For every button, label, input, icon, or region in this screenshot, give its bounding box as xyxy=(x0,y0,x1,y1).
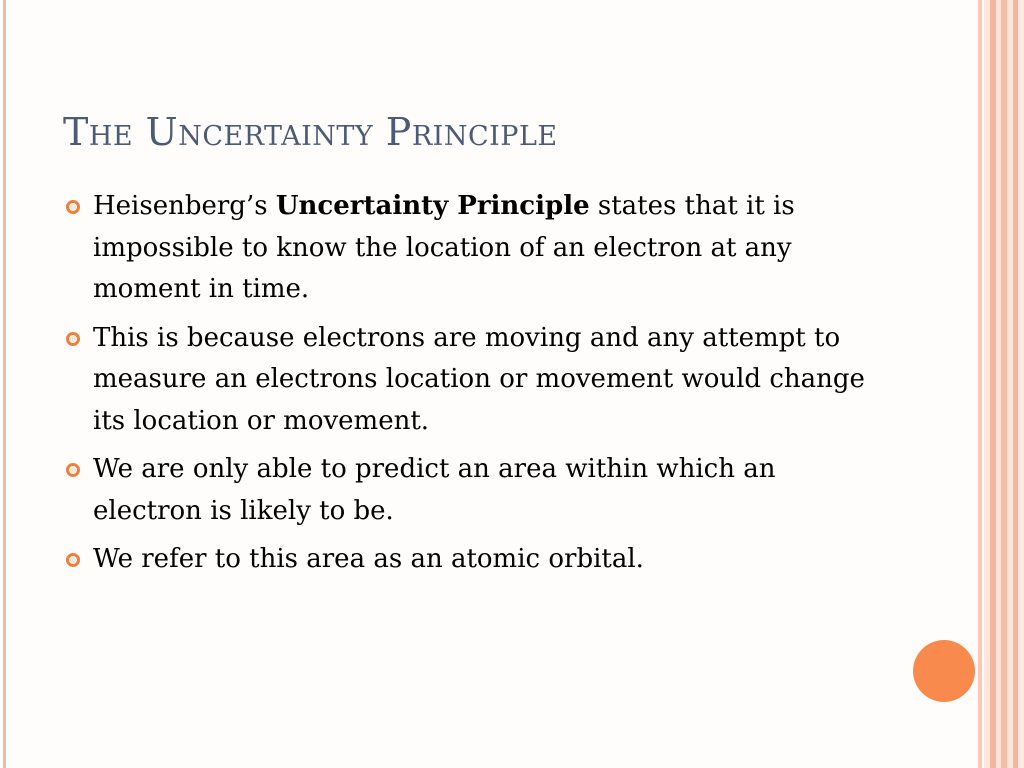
bullet-item xyxy=(60,318,890,443)
right-decor-stripe xyxy=(978,0,982,768)
bullet-circle-icon xyxy=(66,553,80,567)
bullet-item xyxy=(60,539,890,581)
bullet-circle-icon xyxy=(66,200,80,214)
bullet-text-lead: Heisenberg’s xyxy=(93,191,276,221)
bullet-text-emphasis: Uncertainty Principle xyxy=(275,191,590,221)
bullet-item xyxy=(60,449,890,532)
bullet-item xyxy=(60,186,890,311)
left-border-stripe xyxy=(3,0,6,768)
bullet-text: We refer to this area as an atomic orbital. xyxy=(93,544,644,574)
bullet-text: We are only able to predict an area within which an electron is likely to be. xyxy=(93,454,776,526)
bullet-text-rest: states that it is impossible to know the location of an electron at any moment in time. xyxy=(93,191,795,304)
right-decor-stripe xyxy=(1018,0,1024,768)
bullet-list xyxy=(60,186,890,588)
slide-title: The Uncertainty Principle xyxy=(63,110,558,154)
bullet-circle-icon xyxy=(66,463,80,477)
bullet-text: This is because electrons are moving and any attempt to measure an electrons location or movement would change its location or movement. xyxy=(93,322,865,436)
bullet-circle-icon xyxy=(66,332,80,346)
decorative-orange-circle xyxy=(913,640,975,702)
